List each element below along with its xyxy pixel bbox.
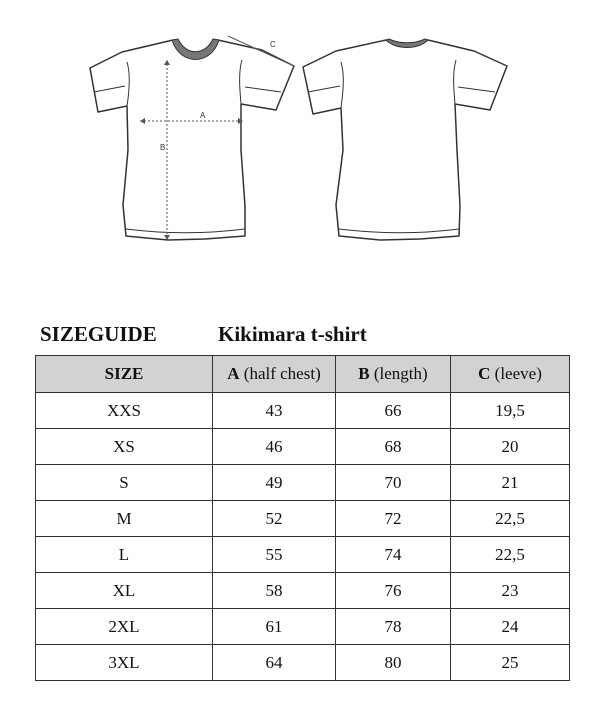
cell-half-chest: 46	[213, 429, 336, 465]
cell-half-chest: 43	[213, 393, 336, 429]
cell-length: 66	[336, 393, 451, 429]
cell-size: L	[36, 537, 213, 573]
cell-size: S	[36, 465, 213, 501]
table-row	[36, 609, 570, 645]
cell-sleeve: 19,5	[451, 393, 570, 429]
table-row	[36, 429, 570, 465]
measure-label-b: B	[160, 143, 166, 152]
cell-sleeve: 22,5	[451, 537, 570, 573]
cell-length: 74	[336, 537, 451, 573]
cell-length: 72	[336, 501, 451, 537]
table-row	[36, 465, 570, 501]
cell-half-chest: 55	[213, 537, 336, 573]
header-half-chest: A (half chest)	[213, 356, 336, 393]
cell-length: 78	[336, 609, 451, 645]
table-row	[36, 573, 570, 609]
cell-sleeve: 22,5	[451, 501, 570, 537]
measure-label-a: A	[200, 111, 206, 120]
cell-size: XXS	[36, 393, 213, 429]
header-sleeve: C (leeve)	[451, 356, 570, 393]
cell-length: 76	[336, 573, 451, 609]
cell-size: XL	[36, 573, 213, 609]
table-header-row	[36, 356, 570, 393]
cell-half-chest: 61	[213, 609, 336, 645]
tshirt-back	[303, 39, 507, 240]
cell-sleeve: 24	[451, 609, 570, 645]
cell-half-chest: 58	[213, 573, 336, 609]
measure-label-c: C	[270, 40, 276, 49]
cell-half-chest: 64	[213, 645, 336, 681]
cell-size: 2XL	[36, 609, 213, 645]
cell-size: 3XL	[36, 645, 213, 681]
table-row	[36, 537, 570, 573]
cell-length: 68	[336, 429, 451, 465]
table-row	[36, 645, 570, 681]
cell-length: 70	[336, 465, 451, 501]
tshirt-diagram	[0, 0, 601, 260]
header-size: SIZE	[36, 356, 213, 393]
header-length: B (length)	[336, 356, 451, 393]
cell-size: XS	[36, 429, 213, 465]
size-table	[35, 355, 570, 681]
cell-length: 80	[336, 645, 451, 681]
product-name: Kikimara t-shirt	[218, 322, 367, 346]
table-row	[36, 501, 570, 537]
size-guide-heading: SIZEGUIDE	[40, 322, 157, 346]
cell-sleeve: 25	[451, 645, 570, 681]
cell-half-chest: 52	[213, 501, 336, 537]
cell-sleeve: 20	[451, 429, 570, 465]
table-row	[36, 393, 570, 429]
tshirt-front	[90, 36, 294, 240]
cell-sleeve: 23	[451, 573, 570, 609]
cell-sleeve: 21	[451, 465, 570, 501]
cell-half-chest: 49	[213, 465, 336, 501]
cell-size: M	[36, 501, 213, 537]
